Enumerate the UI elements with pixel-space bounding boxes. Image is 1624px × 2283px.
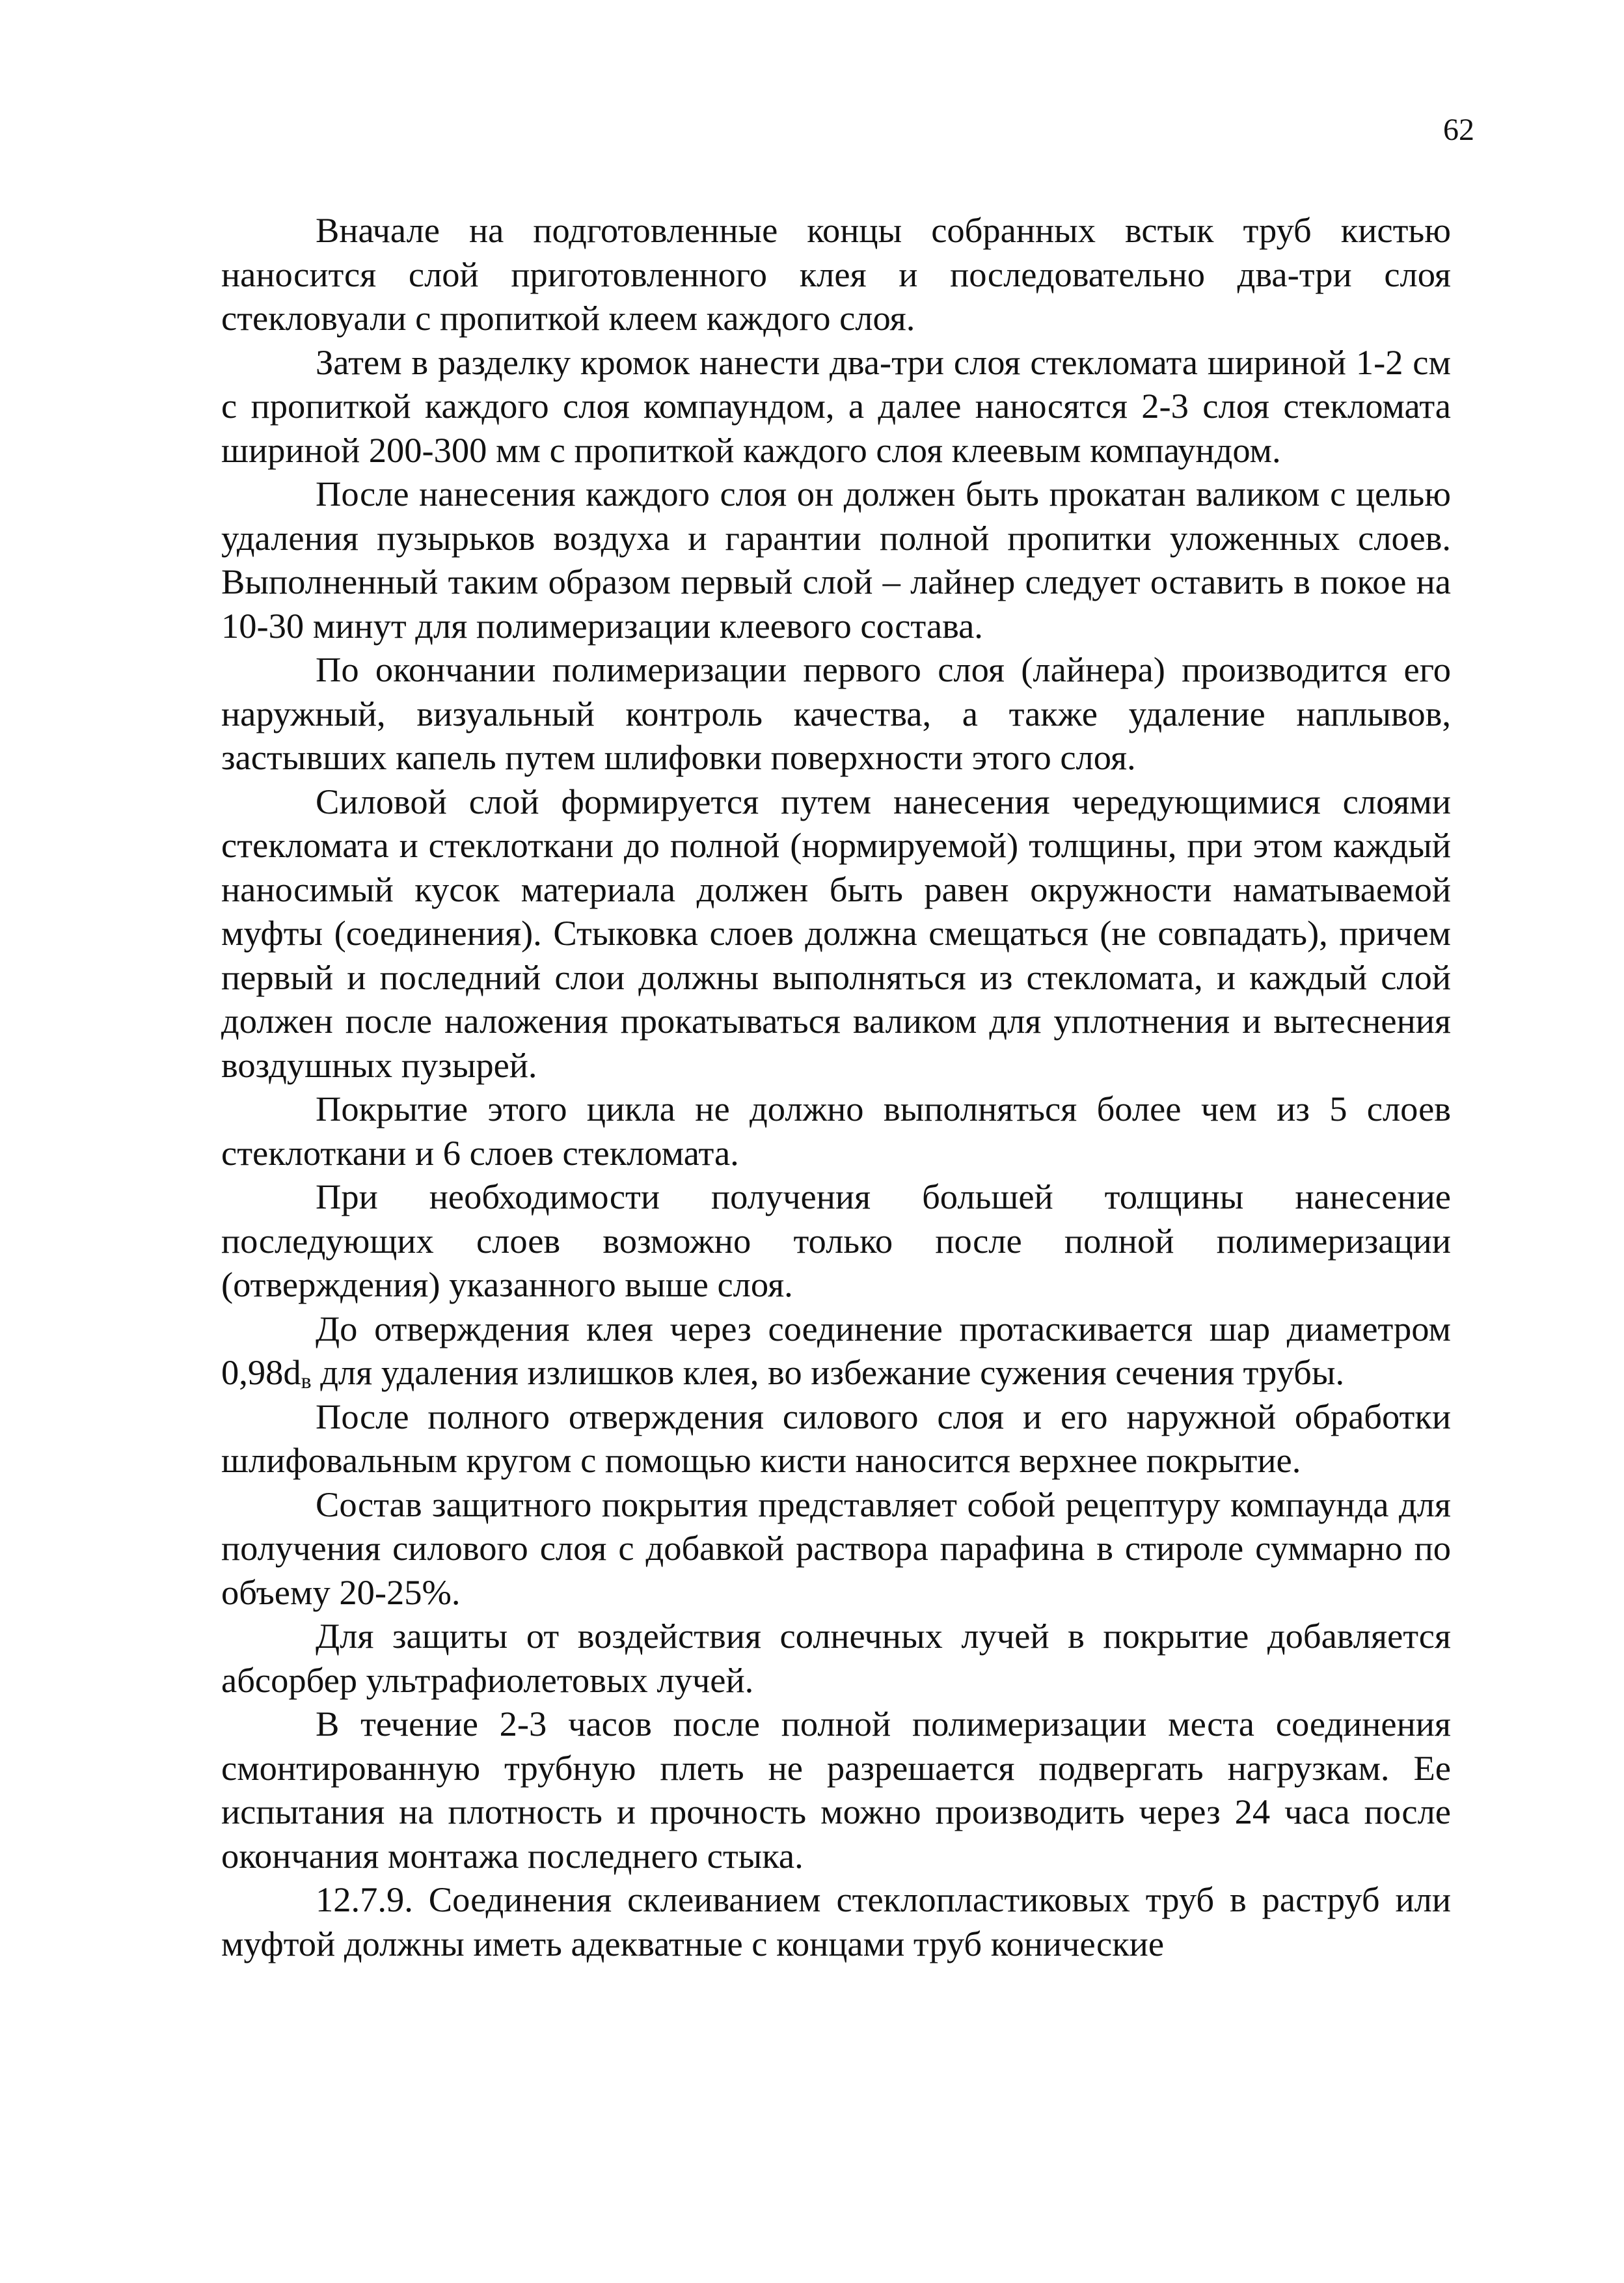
paragraph: 12.7.9. Соединения склеиванием стеклопластиковых труб в раструб или муфтой должны иметь адекватные с концами труб конические	[221, 1880, 1451, 1963]
paragraph: Вначале на подготовленные концы собранных встык труб кистью наносится слой приготовленного клея и последовательно два-три слоя стекловуали с пропиткой клеем каждого слоя.	[221, 210, 1451, 338]
paragraph: При необходимости получения большей толщины нанесение последующих слоев возможно только после полной полимеризации (отверждения) указанного выше слоя.	[221, 1177, 1451, 1304]
paragraph: Состав защитного покрытия представляет собой рецептуру компаунда для получения силового слоя с добавкой раствора парафина в стироле суммарно по объему 20-25%.	[221, 1484, 1451, 1612]
document-body	[221, 208, 1451, 1965]
paragraph: По окончании полимеризации первого слоя (лайнера) производится его наружный, визуальный контроль качества, а также удаление наплывов, застывших капель путем шлифовки поверхности этого слоя.	[221, 649, 1451, 777]
paragraph-diameter	[221, 1307, 1451, 1395]
diameter-text-before: До отверждения клея через соединение протаскивается шар диаметром 0,98d	[221, 1308, 1451, 1392]
paragraph: Силовой слой формируется путем нанесения чередующимися слоями стекломата и стеклоткани до полной (нормируемой) толщины, при этом каждый наносимый кусок материала должен быть равен окружности наматываемой муфты (соединения). Стыковка слоев должна смещаться (не совпадать), причем первый и последний слои должны выполняться из стекломата, и каждый слой должен после наложения прокатываться валиком для уплотнения и вытеснения воздушных пузырей.	[221, 781, 1451, 1085]
diameter-text-after: для удаления излишков клея, во избежание сужения сечения трубы.	[311, 1352, 1345, 1392]
diameter-subscript: в	[301, 1369, 312, 1394]
paragraph: Покрытие этого цикла не должно выполняться более чем из 5 слоев стеклоткани и 6 слоев стекломата.	[221, 1089, 1451, 1173]
paragraph: Затем в разделку кромок нанести два-три слоя стекломата шириной 1-2 см с пропиткой каждого слоя компаундом, а далее наносятся 2-3 слоя стекломата шириной 200-300 мм с пропиткой каждого слоя клеевым компаундом.	[221, 342, 1451, 470]
paragraph: После полного отверждения силового слоя и его наружной обработки шлифовальным кругом с помощью кисти наносится верхнее покрытие.	[221, 1396, 1451, 1480]
paragraph: В течение 2-3 часов после полной полимеризации места соединения смонтированную трубную плеть не разрешается подвергать нагрузкам. Ее испытания на плотность и прочность можно производить через 24 часа после окончания монтажа последнего стыка.	[221, 1704, 1451, 1876]
paragraph: После нанесения каждого слоя он должен быть прокатан валиком с целью удаления пузырьков воздуха и гарантии полной пропитки уложенных слоев. Выполненный таким образом первый слой – лайнер следует оставить в покое на 10-30 минут для полимеризации клеевого состава.	[221, 474, 1451, 646]
paragraph: Для защиты от воздействия солнечных лучей в покрытие добавляется абсорбер ультрафиолетовых лучей.	[221, 1616, 1451, 1700]
page-number: 62	[1443, 113, 1474, 147]
